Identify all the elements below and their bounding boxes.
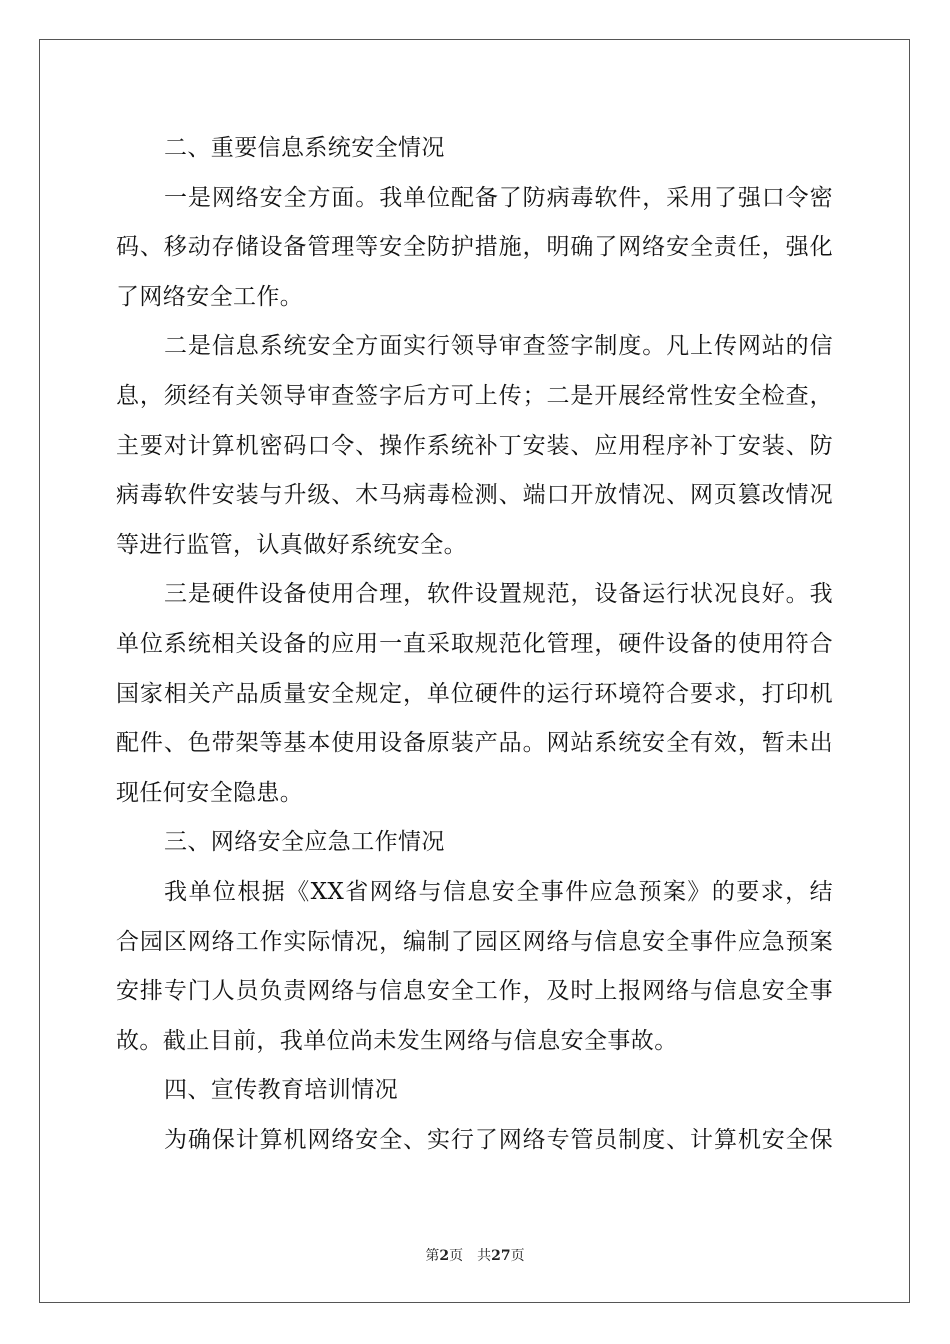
paragraph-line: 配件、色带架等基本使用设备原装产品。网站系统安全有效，暂未出 [116, 730, 833, 757]
paragraph-line: 三是硬件设备使用合理，软件设置规范，设备运行状况良好。我 [164, 581, 833, 608]
paragraph-line: 码、移动存储设备管理等安全防护措施，明确了网络安全责任，强化 [116, 234, 833, 261]
paragraph-line: 了网络安全工作。 [116, 283, 304, 310]
paragraph-line: 安排专门人员负责网络与信息安全工作，及时上报网络与信息安全事 [116, 978, 833, 1005]
section-heading-3: 三、网络安全应急工作情况 [164, 829, 445, 856]
paragraph-line: 主要对计算机密码口令、操作系统补丁安装、应用程序补丁安装、防 [116, 432, 833, 459]
paragraph-line: 等进行监管，认真做好系统安全。 [116, 531, 467, 558]
paragraph-line: 故。截止目前，我单位尚未发生网络与信息安全事故。 [116, 1027, 678, 1054]
section-heading-4: 四、宣传教育培训情况 [164, 1077, 398, 1104]
paragraph-line: 息，须经有关领导审查签字后方可上传；二是开展经常性安全检查， [116, 382, 833, 409]
paragraph-line: 合园区网络工作实际情况，编制了园区网络与信息安全事件应急预案 [116, 928, 833, 955]
paragraph-line: 现任何安全隐患。 [116, 779, 304, 806]
page-suffix: 页 [449, 1248, 464, 1264]
total-pages: 27 [491, 1248, 511, 1264]
page-number: 2 [439, 1248, 450, 1264]
document-body [116, 124, 833, 1165]
paragraph-line: 我单位根据《XX省网络与信息安全事件应急预案》的要求，结 [164, 878, 833, 905]
paragraph-line: 单位系统相关设备的应用一直采取规范化管理，硬件设备的使用符合 [116, 630, 833, 657]
page-prefix: 第 [425, 1248, 440, 1264]
total-prefix: 共 [477, 1248, 492, 1264]
paragraph-line: 二是信息系统安全方面实行领导审查签字制度。凡上传网站的信 [164, 333, 833, 360]
paragraph-line: 一是网络安全方面。我单位配备了防病毒软件，采用了强口令密 [164, 184, 833, 211]
paragraph-line: 为确保计算机网络安全、实行了网络专管员制度、计算机安全保 [164, 1126, 833, 1153]
paragraph-line: 国家相关产品质量安全规定，单位硬件的运行环境符合要求，打印机 [116, 680, 833, 707]
page-footer [0, 1246, 950, 1266]
paragraph-line: 病毒软件安装与升级、木马病毒检测、端口开放情况、网页篡改情况 [116, 482, 833, 509]
section-heading-2: 二、重要信息系统安全情况 [164, 135, 445, 161]
total-suffix: 页 [510, 1248, 525, 1264]
